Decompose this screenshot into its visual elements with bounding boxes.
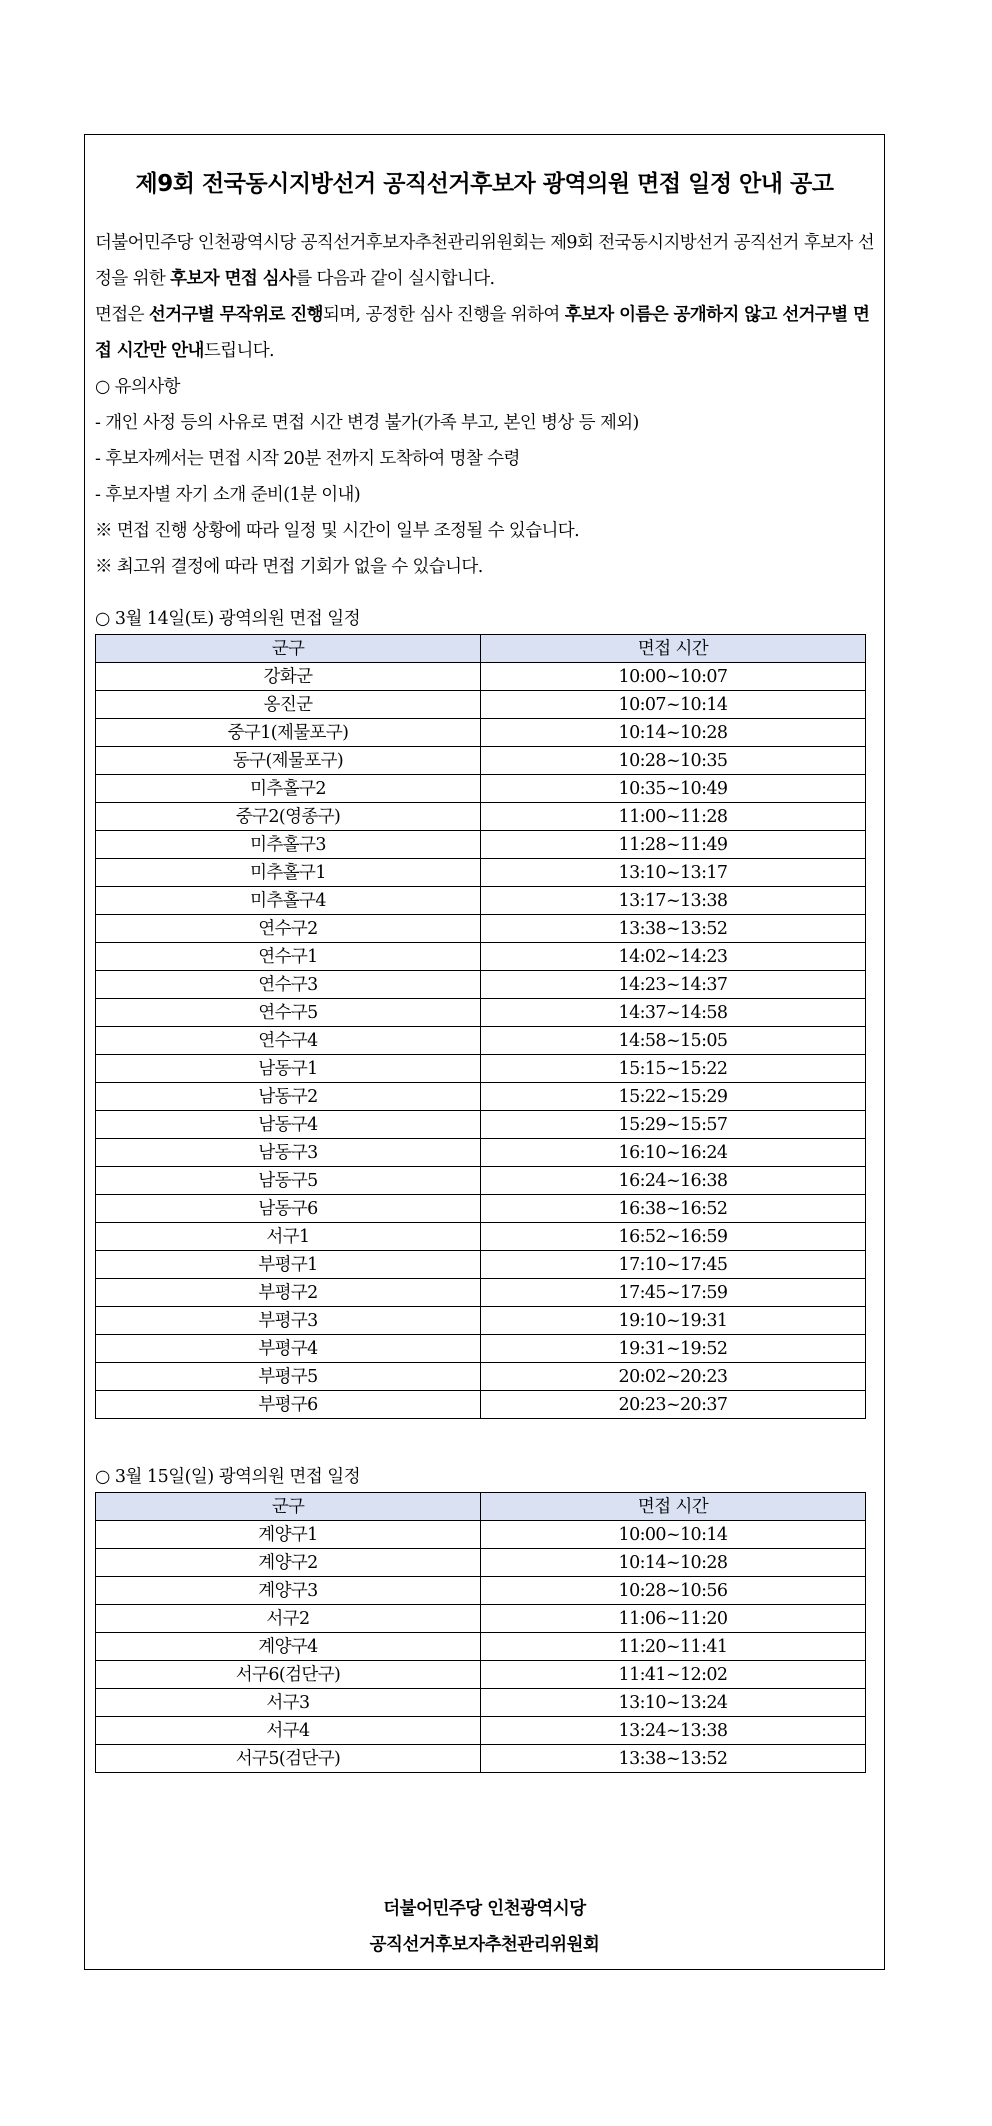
time-cell: 14:58~15:05 xyxy=(481,1027,866,1055)
time-cell: 10:07~10:14 xyxy=(481,691,866,719)
district-cell: 부평구4 xyxy=(96,1335,481,1363)
table-row xyxy=(96,747,866,775)
time-cell: 11:00~11:28 xyxy=(481,803,866,831)
time-cell: 10:14~10:28 xyxy=(481,1549,866,1577)
district-cell: 계양구4 xyxy=(96,1633,481,1661)
table-row xyxy=(96,1363,866,1391)
time-cell: 11:28~11:49 xyxy=(481,831,866,859)
time-cell: 10:35~10:49 xyxy=(481,775,866,803)
district-cell: 남동구5 xyxy=(96,1167,481,1195)
time-cell: 11:06~11:20 xyxy=(481,1605,866,1633)
table-row xyxy=(96,915,866,943)
table-row xyxy=(96,1251,866,1279)
district-cell: 미추홀구4 xyxy=(96,887,481,915)
notice-title: 제9회 전국동시지방선거 공직선거후보자 광역의원 면접 일정 안내 공고 xyxy=(135,171,834,197)
district-cell: 부평구6 xyxy=(96,1391,481,1419)
district-cell: 남동구1 xyxy=(96,1055,481,1083)
time-cell: 19:10~19:31 xyxy=(481,1307,866,1335)
column-header-time: 면접 시간 xyxy=(481,635,866,663)
table-row xyxy=(96,1307,866,1335)
district-cell: 연수구2 xyxy=(96,915,481,943)
district-cell: 계양구1 xyxy=(96,1521,481,1549)
time-cell: 15:22~15:29 xyxy=(481,1083,866,1111)
table-row xyxy=(96,1335,866,1363)
column-header-district: 군구 xyxy=(96,1493,481,1521)
notice-body xyxy=(95,225,877,585)
table-row xyxy=(96,1391,866,1419)
schedule1-body xyxy=(96,663,866,1419)
time-cell: 13:38~13:52 xyxy=(481,1745,866,1773)
intro-bold: 후보자 면접 심사 xyxy=(170,269,296,289)
district-cell: 연수구1 xyxy=(96,943,481,971)
district-cell: 남동구4 xyxy=(96,1111,481,1139)
time-cell: 14:02~14:23 xyxy=(481,943,866,971)
time-cell: 14:37~14:58 xyxy=(481,999,866,1027)
table-row xyxy=(96,943,866,971)
table-row xyxy=(96,1605,866,1633)
time-cell: 16:38~16:52 xyxy=(481,1195,866,1223)
schedule2-table xyxy=(95,1492,866,1773)
table-row xyxy=(96,803,866,831)
table-row xyxy=(96,1717,866,1745)
time-cell: 17:10~17:45 xyxy=(481,1251,866,1279)
intro-paragraph-2 xyxy=(95,297,877,369)
district-cell: 미추홀구1 xyxy=(96,859,481,887)
intro-paragraph-1 xyxy=(95,225,877,297)
district-cell: 서구4 xyxy=(96,1717,481,1745)
district-cell: 미추홀구3 xyxy=(96,831,481,859)
district-cell: 부평구3 xyxy=(96,1307,481,1335)
time-cell: 20:02~20:23 xyxy=(481,1363,866,1391)
district-cell: 중구1(제물포구) xyxy=(96,719,481,747)
table-row xyxy=(96,1549,866,1577)
time-cell: 13:24~13:38 xyxy=(481,1717,866,1745)
time-cell: 20:23~20:37 xyxy=(481,1391,866,1419)
table-row xyxy=(96,1661,866,1689)
time-cell: 16:52~16:59 xyxy=(481,1223,866,1251)
district-cell: 옹진군 xyxy=(96,691,481,719)
schedule2-body xyxy=(96,1521,866,1773)
table-row xyxy=(96,999,866,1027)
intro2-text-c: 되며, 공정한 심사 진행을 위하여 xyxy=(322,305,565,325)
table-row xyxy=(96,1111,866,1139)
note-remark: ※ 면접 진행 상황에 따라 일정 및 시간이 일부 조정될 수 있습니다. xyxy=(95,521,580,541)
time-cell: 11:20~11:41 xyxy=(481,1633,866,1661)
intro-text-end: 를 다음과 같이 실시합니다. xyxy=(295,269,495,289)
district-cell: 계양구2 xyxy=(96,1549,481,1577)
district-cell: 부평구5 xyxy=(96,1363,481,1391)
district-cell: 남동구3 xyxy=(96,1139,481,1167)
note-item: - 개인 사정 등의 사유로 면접 시간 변경 불가(가족 부고, 본인 병상 등 제외) xyxy=(95,413,639,433)
intro2-text-e: 드립니다. xyxy=(203,341,275,361)
table-row xyxy=(96,663,866,691)
table-header-row xyxy=(96,635,866,663)
table-row xyxy=(96,1167,866,1195)
table-row xyxy=(96,1195,866,1223)
district-cell: 남동구2 xyxy=(96,1083,481,1111)
district-cell: 강화군 xyxy=(96,663,481,691)
time-cell: 10:00~10:07 xyxy=(481,663,866,691)
district-cell: 미추홀구2 xyxy=(96,775,481,803)
time-cell: 11:41~12:02 xyxy=(481,1661,866,1689)
time-cell: 16:24~16:38 xyxy=(481,1167,866,1195)
intro-text: 더불어민주당 인천광역시당 공직선거후보자추천관리위원회는 제9회 전국동시지방선거 공직선거 후보자 선정을 위한 xyxy=(95,233,874,289)
table-row xyxy=(96,1139,866,1167)
time-cell: 13:10~13:17 xyxy=(481,859,866,887)
district-cell: 남동구6 xyxy=(96,1195,481,1223)
district-cell: 동구(제물포구) xyxy=(96,747,481,775)
signature-committee: 공직선거후보자추천관리위원회 xyxy=(369,1935,600,1955)
district-cell: 부평구1 xyxy=(96,1251,481,1279)
time-cell: 10:14~10:28 xyxy=(481,719,866,747)
schedule1-table xyxy=(95,634,866,1419)
table-header-row xyxy=(96,1493,866,1521)
table-row xyxy=(96,1279,866,1307)
time-cell: 13:38~13:52 xyxy=(481,915,866,943)
district-cell: 연수구4 xyxy=(96,1027,481,1055)
notice-frame xyxy=(84,134,885,1970)
table-row xyxy=(96,691,866,719)
district-cell: 서구3 xyxy=(96,1689,481,1717)
table-row xyxy=(96,831,866,859)
table-row xyxy=(96,775,866,803)
table-row xyxy=(96,1689,866,1717)
district-cell: 서구5(검단구) xyxy=(96,1745,481,1773)
table-row xyxy=(96,859,866,887)
intro2-bold-d: 후보자 이름은 공개하지 않고 선거구별 면접 시간만 안내 xyxy=(95,305,870,361)
time-cell: 13:10~13:24 xyxy=(481,1689,866,1717)
time-cell: 17:45~17:59 xyxy=(481,1279,866,1307)
intro2-bold-b: 선거구별 무작위로 진행 xyxy=(148,305,323,325)
district-cell: 연수구3 xyxy=(96,971,481,999)
table-row xyxy=(96,1577,866,1605)
district-cell: 연수구5 xyxy=(96,999,481,1027)
time-cell: 19:31~19:52 xyxy=(481,1335,866,1363)
column-header-time: 면접 시간 xyxy=(481,1493,866,1521)
time-cell: 13:17~13:38 xyxy=(481,887,866,915)
table-row xyxy=(96,1633,866,1661)
table-row xyxy=(96,1521,866,1549)
table-row xyxy=(96,1745,866,1773)
time-cell: 15:29~15:57 xyxy=(481,1111,866,1139)
table-row xyxy=(96,1223,866,1251)
notes-heading: ○ 유의사항 xyxy=(95,377,180,397)
table-row xyxy=(96,1083,866,1111)
time-cell: 14:23~14:37 xyxy=(481,971,866,999)
district-cell: 서구1 xyxy=(96,1223,481,1251)
note-item: - 후보자께서는 면접 시작 20분 전까지 도착하여 명찰 수령 xyxy=(95,449,520,469)
note-remark: ※ 최고위 결정에 따라 면접 기회가 없을 수 있습니다. xyxy=(95,557,483,577)
schedule1-heading: ○ 3월 14일(토) 광역의원 면접 일정 xyxy=(95,609,361,629)
intro2-text-a: 면접은 xyxy=(95,305,149,325)
table-row xyxy=(96,887,866,915)
district-cell: 부평구2 xyxy=(96,1279,481,1307)
table-row xyxy=(96,1027,866,1055)
time-cell: 16:10~16:24 xyxy=(481,1139,866,1167)
district-cell: 서구6(검단구) xyxy=(96,1661,481,1689)
district-cell: 중구2(영종구) xyxy=(96,803,481,831)
schedule2-heading: ○ 3월 15일(일) 광역의원 면접 일정 xyxy=(95,1467,361,1487)
table-row xyxy=(96,719,866,747)
time-cell: 10:28~10:56 xyxy=(481,1577,866,1605)
table-row xyxy=(96,971,866,999)
time-cell: 10:00~10:14 xyxy=(481,1521,866,1549)
note-item: - 후보자별 자기 소개 준비(1분 이내) xyxy=(95,485,361,505)
signature-org: 더불어민주당 인천광역시당 xyxy=(383,1899,586,1919)
time-cell: 10:28~10:35 xyxy=(481,747,866,775)
district-cell: 서구2 xyxy=(96,1605,481,1633)
district-cell: 계양구3 xyxy=(96,1577,481,1605)
table-row xyxy=(96,1055,866,1083)
column-header-district: 군구 xyxy=(96,635,481,663)
time-cell: 15:15~15:22 xyxy=(481,1055,866,1083)
